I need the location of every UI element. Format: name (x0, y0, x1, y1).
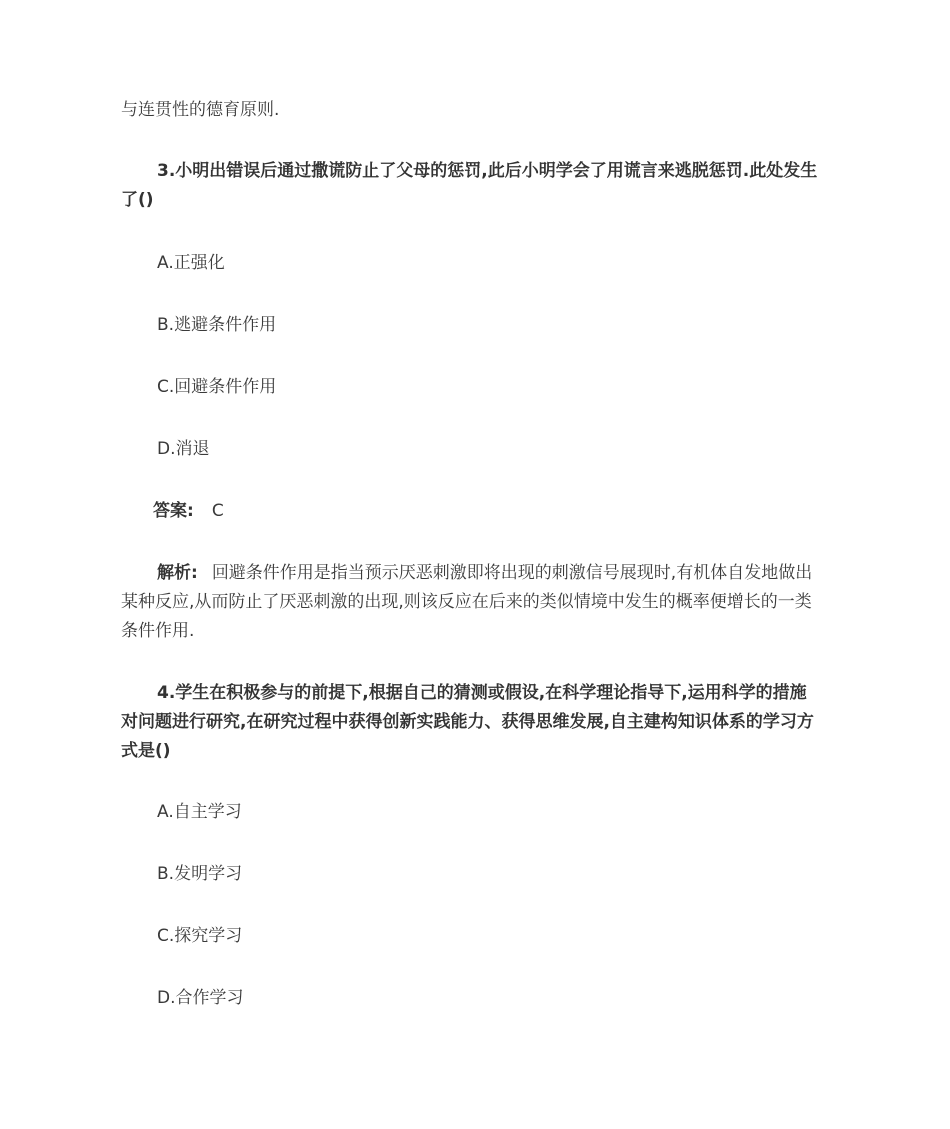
question-3-answer (153, 497, 224, 526)
question-3-option-b: B.逃避条件作用 (157, 315, 277, 335)
continuation-text: 与连贯性的德育原则. (121, 100, 280, 120)
question-3-option-d: D.消退 (157, 439, 210, 459)
analysis-text: 回避条件作用是指当预示厌恶刺激即将出现的刺激信号展现时,有机体自发地做出某种反应,从而防止了厌恶刺激的出现,则该反应在后来的类似情境中发生的概率便增长的一类条件作用. (121, 563, 813, 641)
analysis-label: 解析: (157, 563, 198, 583)
question-4-option-c: C.探究学习 (157, 926, 243, 946)
question-4-text: 4.学生在积极参与的前提下,根据自己的猜测或假设,在科学理论指导下,运用科学的措施对问题进行研究,在研究过程中获得创新实践能力、获得思维发展,自主建构知识体系的学习方式是() (121, 683, 814, 761)
question-4-option-a: A.自主学习 (157, 802, 242, 822)
answer-value: C (211, 501, 224, 521)
question-4-option-b: B.发明学习 (157, 864, 243, 884)
question-3-option-a: A.正强化 (157, 253, 225, 273)
answer-label: 答案: (153, 501, 194, 521)
question-4-option-d: D.合作学习 (157, 988, 244, 1008)
question-3-option-c: C.回避条件作用 (157, 377, 277, 397)
question-3-text: 3.小明出错误后通过撒谎防止了父母的惩罚,此后小明学会了用谎言来逃脱惩罚.此处发生了() (121, 161, 818, 210)
question-3-analysis (121, 559, 823, 646)
